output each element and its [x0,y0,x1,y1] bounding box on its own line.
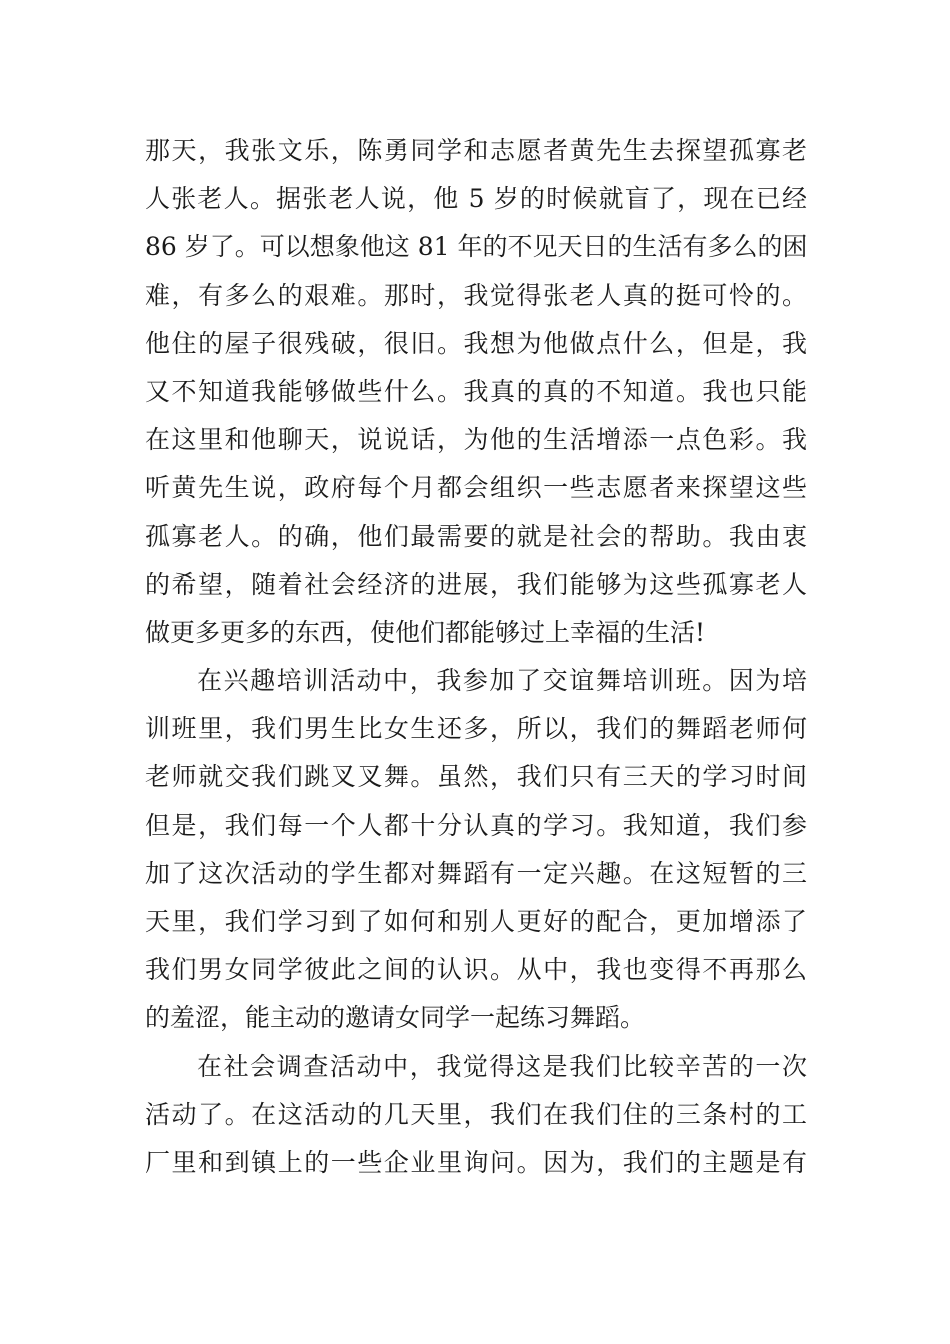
text-line: 人张老人。据张老人说，他 5 岁的时候就盲了，现在已经 [145,184,807,214]
text-line: 那天，我张文乐，陈勇同学和志愿者黄先生去探望孤寡老 [145,136,807,165]
paragraph-3 [145,1043,807,1188]
document-body [145,127,807,1187]
text-line: 难，有多么的艰难。那时，我觉得张老人真的挺可怜的。 [145,280,807,310]
text-line: 在社会调查活动中，我觉得这是我们比较辛苦的一次 [197,1051,807,1081]
text-line: 训班里，我们男生比女生还多，所以，我们的舞蹈老师何 [145,714,807,744]
text-line: 的希望，随着社会经济的进展，我们能够为这些孤寡老人 [145,569,807,599]
text-line: 的羞涩，能主动的邀请女同学一起练习舞蹈。 [145,1003,646,1033]
paragraph-1 [145,127,807,657]
text-line: 老师就交我们跳叉叉舞。虽然，我们只有三天的学习时间 [145,762,807,792]
text-line: 86 岁了。可以想象他这 81 年的不见天日的生活有多么的困 [145,232,808,262]
text-line: 听黄先生说，政府每个月都会组织一些志愿者来探望这些 [145,473,807,503]
text-line: 又不知道我能够做些什么。我真的真的不知道。我也只能 [145,376,807,406]
text-line: 但是，我们每一个人都十分认真的学习。我知道，我们参 [145,810,807,840]
text-line: 做更多更多的东西，使他们都能够过上幸福的生活! [145,617,706,647]
text-line: 我们男女同学彼此之间的认识。从中，我也变得不再那么 [145,955,807,985]
text-line: 加了这次活动的学生都对舞蹈有一定兴趣。在这短暂的三 [145,858,807,888]
text-line: 孤寡老人。的确，他们最需要的就是社会的帮助。我由衷 [145,521,807,551]
paragraph-2 [145,657,807,1043]
text-line: 厂里和到镇上的一些企业里询问。因为，我们的主题是有 [145,1147,807,1177]
text-line: 在这里和他聊天，说说话，为他的生活增添一点色彩。我 [145,425,807,455]
text-line: 活动了。在这活动的几天里，我们在我们住的三条村的工 [145,1099,807,1129]
text-line: 他住的屋子很残破，很旧。我想为他做点什么，但是，我 [145,328,807,358]
text-line: 在兴趣培训活动中，我参加了交谊舞培训班。因为培 [197,666,807,696]
text-line: 天里，我们学习到了如何和别人更好的配合，更加增添了 [145,907,807,936]
